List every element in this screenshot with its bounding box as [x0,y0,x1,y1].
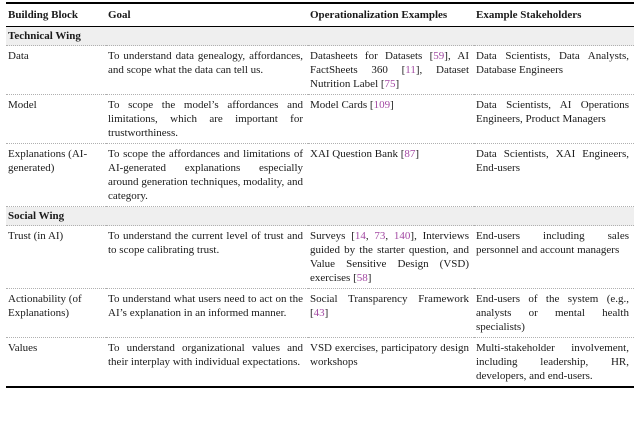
cell-goal: To understand data genealogy, affordances, and scope what the data can tell us. [108,50,303,76]
table-header-row [6,3,634,27]
citation-link[interactable]: 14 [354,230,366,242]
cell-stakeholders: Data Scientists, AI Operations Engineers, Product Managers [476,99,629,125]
cell-stakeholders: Data Scientists, XAI Engineers, End-users [476,148,629,174]
cell-goal: To scope the affordances and limitations of AI-generated explanations especially around generation techniques, modality, and category. [108,148,303,202]
cell-stakeholders: End-users including sales personnel and account managers [476,230,629,256]
table-body [6,27,634,388]
citation-link[interactable]: 59 [433,50,445,62]
cell-goal: To scope the model’s affordances and limitations, which are important for trustworthiness. [108,99,303,139]
citation-link[interactable]: 109 [373,99,391,111]
table-row [6,144,634,207]
cell-operationalization: XAI Question Bank [87] [310,148,420,160]
cell-stakeholders: Multi-stakeholder involvement, including leadership, HR, developers, and end-users. [476,342,629,382]
cell-operationalization: Model Cards [109] [310,99,394,111]
citation-link[interactable]: 58 [356,272,368,284]
citation-link[interactable]: 43 [313,307,325,319]
cell-building-block: Trust (in AI) [8,230,64,242]
citation-link[interactable]: 75 [384,78,396,90]
col-header-building-block: Building Block [6,3,106,27]
table-row [6,338,634,388]
section-row-social-wing [6,207,634,226]
cell-operationalization: Surveys [14, 73, 140], Interviews guided by the starter question, and Value Sensitive Design (VSD) exercises [58] [310,230,470,284]
cell-building-block: Values [8,342,38,354]
cell-building-block: Explanations (AI-generated) [8,148,88,174]
citation-link[interactable]: 11 [405,64,416,76]
cell-building-block: Data [8,50,29,62]
col-header-goal: Goal [106,3,308,27]
section-row-technical-wing [6,27,634,46]
cell-building-block: Actionability (of Explanations) [8,293,82,319]
citation-link[interactable]: 87 [404,148,416,160]
table-row [6,46,634,95]
cell-goal: To understand what users need to act on the AI’s explanation in an informed manner. [108,293,303,319]
section-title: Technical Wing [6,27,634,46]
cell-building-block: Model [8,99,37,111]
citation-link[interactable]: 140 [393,230,411,242]
col-header-operationalization-examples: Operationalization Examples [308,3,474,27]
table-row [6,289,634,338]
cell-operationalization: Social Transparency Framework [43] [310,293,469,319]
citation-link[interactable]: 73 [374,230,386,242]
building-blocks-table [6,2,634,388]
table-header [6,3,634,27]
cell-operationalization: VSD exercises, participatory design workshops [310,342,469,368]
cell-operationalization: Datasheets for Datasets [59], AI FactSheets 360 [11], Dataset Nutrition Label [75] [310,50,469,90]
col-header-example-stakeholders: Example Stakeholders [474,3,634,27]
section-title: Social Wing [6,207,634,226]
table-row [6,95,634,144]
cell-stakeholders: End-users of the system (e.g., analysts or mental health specialists) [476,293,629,333]
table-row [6,226,634,289]
cell-stakeholders: Data Scientists, Data Analysts, Database Engineers [476,50,629,76]
cell-goal: To understand organizational values and their interplay with individual expectations. [108,342,303,368]
cell-goal: To understand the current level of trust and to scope calibrating trust. [108,230,303,256]
